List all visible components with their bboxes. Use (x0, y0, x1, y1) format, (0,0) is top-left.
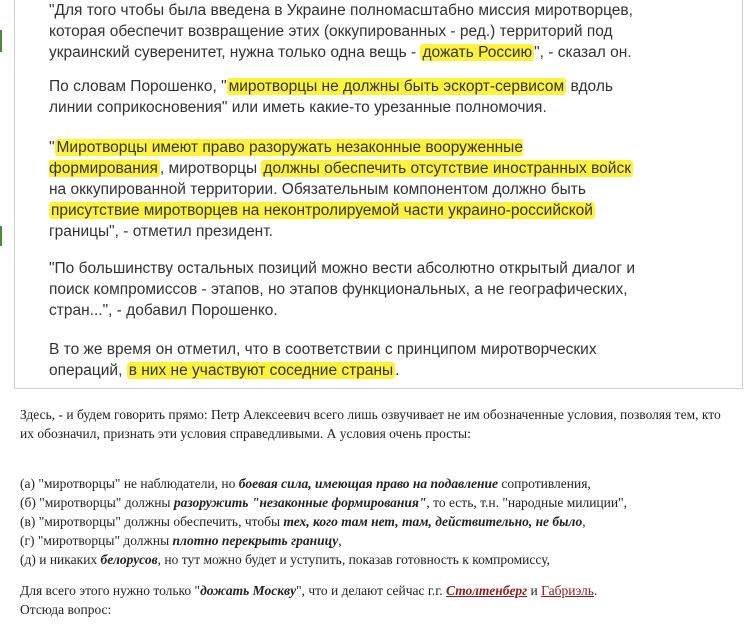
commentary-question: Отсюда вопрос: (20, 602, 112, 617)
text: , то есть, т.н. "народные милиции", (426, 495, 627, 510)
text: (г) "миротворцы" должны (20, 533, 173, 548)
quote-paragraph-5 (49, 339, 639, 381)
text: на оккупированной территории. Обязательным компонентом должно быть (49, 181, 586, 198)
gabriel-link[interactable]: Габриэль (541, 583, 594, 598)
highlight: присутствие миротворцев на неконтролируемой части украино-российской (51, 202, 593, 219)
quote-paragraph-2 (49, 76, 639, 118)
text: . (593, 583, 598, 598)
text: , (338, 533, 342, 548)
text: (в) "миротворцы" должны обеспечить, чтобы (20, 514, 284, 529)
text: (д) и никаких (20, 552, 101, 567)
text: Для всего этого нужно только " (20, 583, 201, 598)
text: , миротворцы (159, 160, 262, 177)
stoltenberg-link[interactable]: Столтенберг (446, 583, 528, 598)
text: , (582, 514, 586, 529)
list-item (20, 474, 732, 493)
quote-paragraph-1 (49, 0, 639, 63)
quote-paragraph-3 (49, 137, 639, 242)
emphasis: дожать Москву (200, 583, 297, 598)
text: ", - сказал он. (534, 44, 632, 61)
text: границы", - отметил президент. (49, 223, 273, 240)
emphasis: разоружить "незаконные формирования" (173, 495, 427, 510)
emphasis: тех, кого там нет, там, действительно, не было (283, 514, 583, 529)
highlight: Миротворцы имеют право разоружать незаконные вооруженные формирования (49, 139, 523, 177)
list-item (20, 493, 732, 512)
quote-block (14, 0, 743, 389)
emphasis: белорусов (100, 552, 158, 567)
text: В то же время он отметил, что в соответствии с принципом миротворческих операций, (49, 341, 597, 379)
highlight: должны обеспечить отсутствие иностранных войск (263, 160, 631, 177)
commentary-tail (20, 581, 732, 600)
text: " (49, 139, 55, 156)
text: "По большинству остальных позиций можно вести абсолютно открытый диалог и поиск компромиссов - этапов, но этапов функциональных, а не географических, стран...", - добавил Порошенко. (49, 260, 635, 319)
text: ", что и делают сейчас г.г. (296, 583, 447, 598)
list-item (20, 531, 732, 550)
text: (а) "миротворцы" не наблюдатели, но (20, 476, 239, 491)
quote-paragraph-4 (49, 258, 639, 321)
highlight: в них не участвуют соседние страны (128, 362, 394, 379)
left-accent-bar-bottom (0, 226, 2, 246)
text: (б) "миротворцы" должны (20, 495, 174, 510)
text: вдоль линии соприкосновения" или иметь какие-то урезанные полномочия. (49, 78, 613, 116)
text: По словам Порошенко, " (49, 78, 227, 95)
text: сопротивления, (498, 476, 591, 491)
highlight: дожать Россию (422, 44, 533, 61)
text: и (527, 583, 542, 598)
text: , но тут можно будет и уступить, показав готовность к компромиссу, (157, 552, 550, 567)
left-accent-bar-top (0, 30, 2, 52)
commentary-intro: Здесь, - и будем говорить прямо: Петр Алексеевич всего лишь озвучивает не им обозначенные условия, позволяя тем, кто их обозначил, признать эти условия справедливыми. А условия очень просты: (20, 407, 721, 441)
emphasis: боевая сила, имеющая право на подавление (238, 476, 499, 491)
text: "Для того чтобы была введена в Украине полномасштабно миссия миротворцев, которая обеспечит возвращение этих (оккупированных - ред.) территорий под украинский суверенитет, нужна только одна вещь - (49, 2, 633, 61)
list-item (20, 512, 732, 531)
emphasis: плотно перекрыть границу (172, 533, 339, 548)
conditions-list (20, 474, 732, 569)
list-item (20, 550, 732, 569)
highlight: миротворцы не должны быть эскорт-сервисом (228, 78, 565, 95)
text: . (395, 362, 400, 379)
